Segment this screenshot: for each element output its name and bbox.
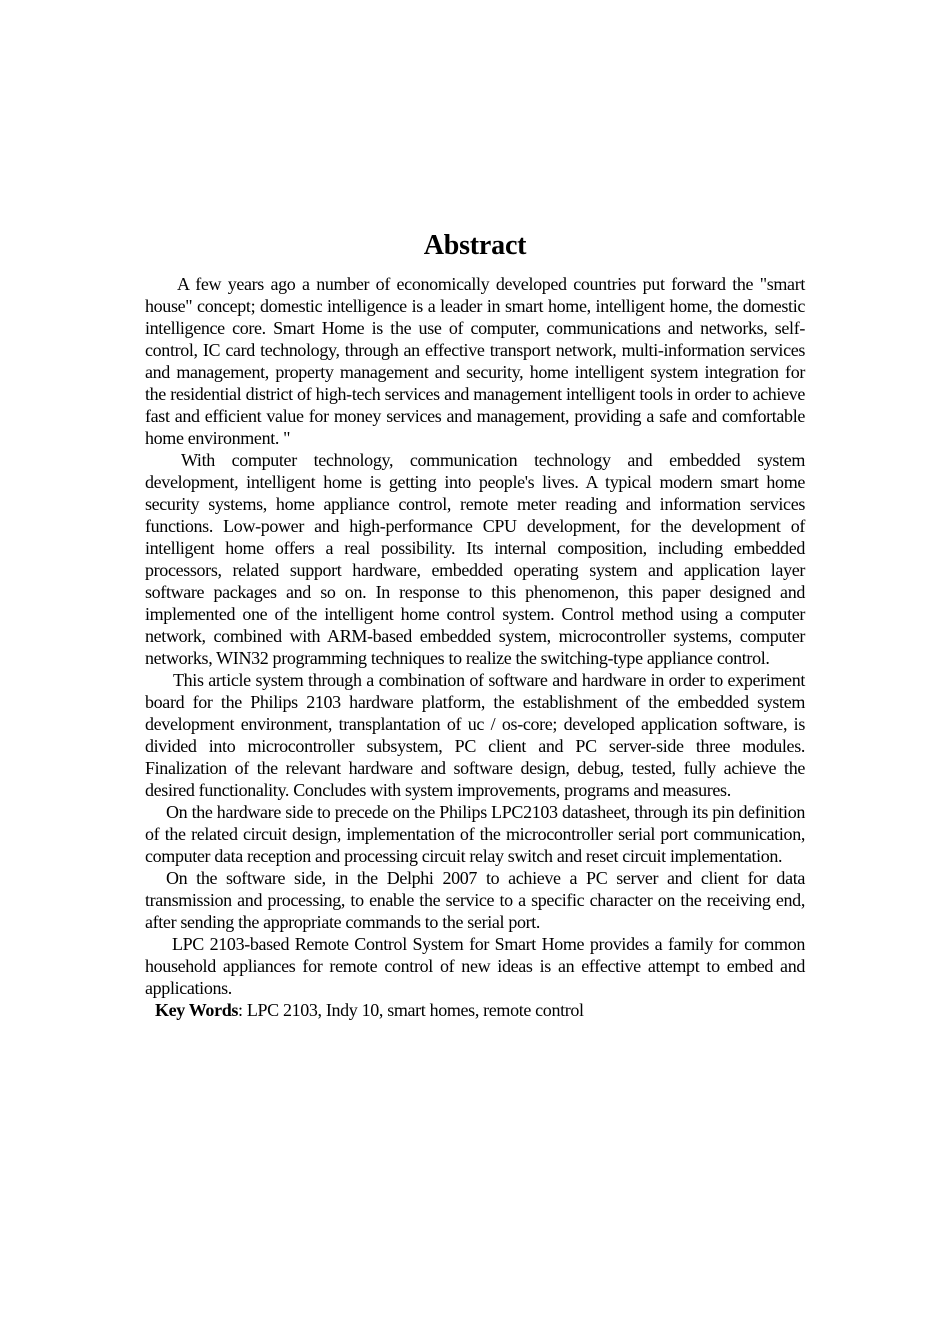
- keywords-separator: :: [238, 1000, 247, 1020]
- abstract-paragraph-1: A few years ago a number of economically developed countries put forward the "smart house" concept; domestic intelligence is a leader in smart home, intelligent home, the domestic intelligence core. Smart Home is the use of computer, communications and networks, self-control, IC card technology, through an effective transport network, multi-information services and management, property management and security, home intelligent system integration for the residential district of high-tech services and management intelligent tools in order to achieve fast and efficient value for money services and management, providing a safe and comfortable home environment. ": [145, 274, 805, 448]
- abstract-paragraph-4: On the hardware side to precede on the Philips LPC2103 datasheet, through its pin definition of the related circuit design, implementation of the microcontroller serial port communication, computer data reception and processing circuit relay switch and reset circuit implementation.: [145, 802, 805, 866]
- abstract-body: [145, 273, 805, 1021]
- page-title: Abstract: [423, 229, 527, 261]
- keywords-line: [145, 999, 805, 1021]
- abstract-paragraph-5: On the software side, in the Delphi 2007 to achieve a PC server and client for data transmission and processing, to enable the service to a specific character on the receiving end, after sending the appropriate commands to the serial port.: [145, 868, 805, 932]
- abstract-paragraph-2: With computer technology, communication technology and embedded system development, intelligent home is getting into people's lives. A typical modern smart home security systems, home appliance control, remote meter reading and information services functions. Low-power and high-performance CPU development, for the development of intelligent home offers a real possibility. Its internal composition, including embedded processors, related support hardware, embedded operating system and application layer software packages and so on. In response to this phenomenon, this paper designed and implemented one of the intelligent home control system. Control method using a computer network, combined with ARM-based embedded system, microcontroller systems, computer networks, WIN32 programming techniques to realize the switching-type appliance control.: [145, 450, 805, 668]
- keywords-value: LPC 2103, Indy 10, smart homes, remote control: [246, 1000, 584, 1020]
- keywords-label: Key Words: [155, 1000, 239, 1020]
- abstract-paragraph-3: This article system through a combination of software and hardware in order to experiment board for the Philips 2103 hardware platform, the establishment of the embedded system development environment, transplantation of uc / os-core; developed application software, is divided into microcontroller subsystem, PC client and PC server-side three modules. Finalization of the relevant hardware and software design, debug, tested, fully achieve the desired functionality. Concludes with system improvements, programs and measures.: [145, 670, 805, 800]
- abstract-paragraph-6: LPC 2103-based Remote Control System for Smart Home provides a family for common household appliances for remote control of new ideas is an effective attempt to embed and applications.: [145, 934, 805, 998]
